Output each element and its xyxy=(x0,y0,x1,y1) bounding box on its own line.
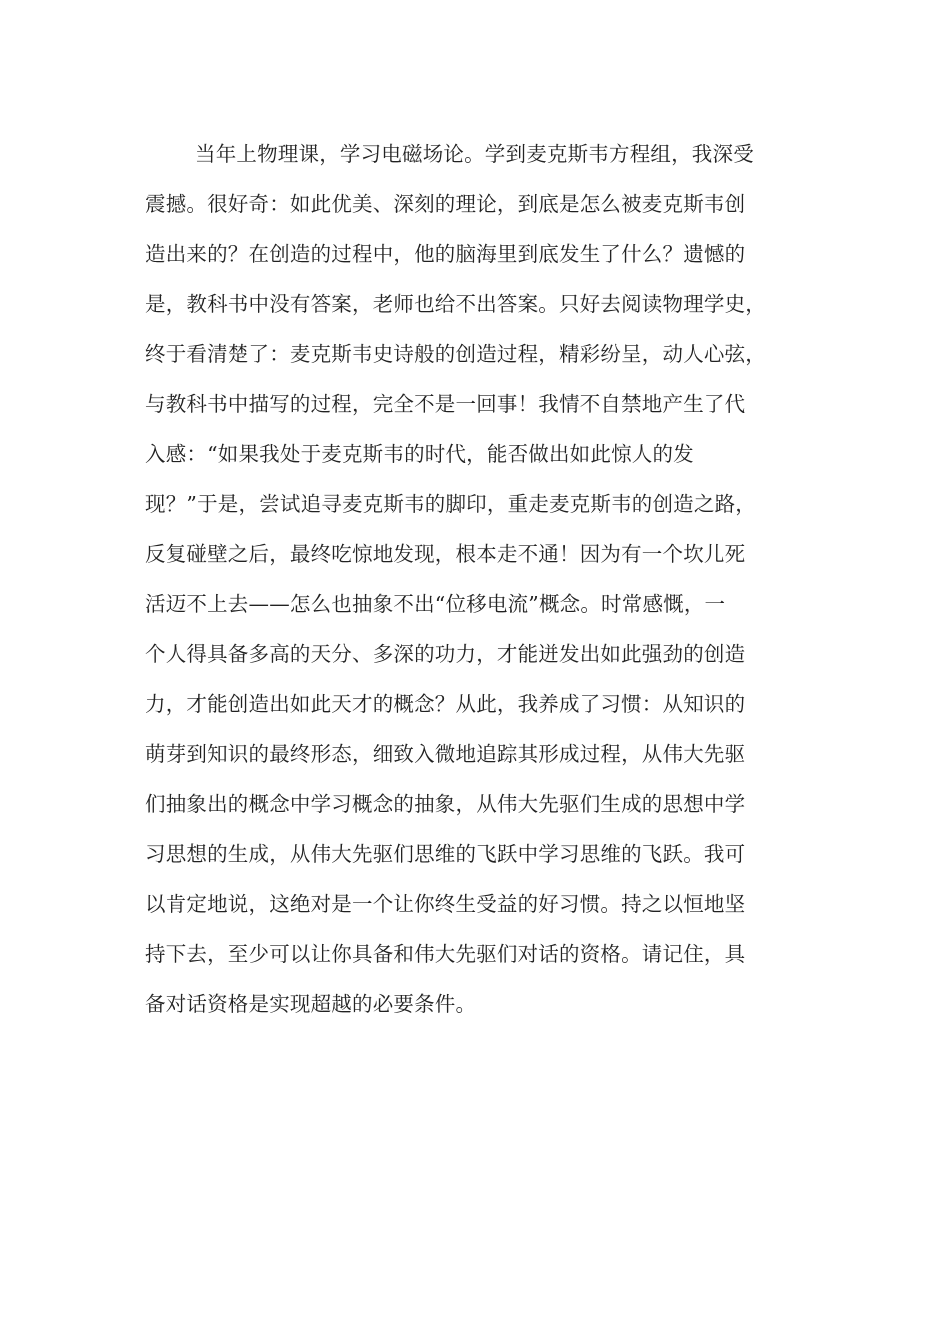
paragraph-line: 备对话资格是实现超越的必要条件。 xyxy=(145,992,477,1016)
paragraph-line: 活迈不上去——怎么也抽象不出“位移电流”概念。时常感慨，一 xyxy=(145,592,726,616)
paragraph-line: 现？”于是，尝试追寻麦克斯韦的脚印，重走麦克斯韦的创造之路， xyxy=(145,492,756,516)
paragraph-line: 习思想的生成，从伟大先驱们思维的飞跃中学习思维的飞跃。我可 xyxy=(145,842,746,866)
paragraph-line: 反复碰壁之后，最终吃惊地发现，根本走不通！因为有一个坎儿死 xyxy=(145,542,746,566)
paragraph-line: 个人得具备多高的天分、多深的功力，才能迸发出如此强劲的创造 xyxy=(145,642,746,666)
paragraph-line: 萌芽到知识的最终形态，细致入微地追踪其形成过程，从伟大先驱 xyxy=(145,742,746,766)
paragraph-line: 持下去，至少可以让你具备和伟大先驱们对话的资格。请记住，具 xyxy=(145,942,746,966)
paragraph-line: 当年上物理课，学习电磁场论。学到麦克斯韦方程组，我深受 xyxy=(195,142,754,166)
paragraph-line: 终于看清楚了：麦克斯韦史诗般的创造过程，精彩纷呈，动人心弦， xyxy=(145,342,766,366)
paragraph-line: 震撼。很好奇：如此优美、深刻的理论，到底是怎么被麦克斯韦创 xyxy=(145,192,746,216)
paragraph-line: 与教科书中描写的过程，完全不是一回事！我情不自禁地产生了代 xyxy=(145,392,746,416)
paragraph-line: 以肯定地说，这绝对是一个让你终生受益的好习惯。持之以恒地坚 xyxy=(145,892,746,916)
paragraph-line: 入感：“如果我处于麦克斯韦的时代，能否做出如此惊人的发 xyxy=(145,442,694,466)
paragraph-line: 是，教科书中没有答案，老师也给不出答案。只好去阅读物理学史， xyxy=(145,292,766,316)
body-paragraph xyxy=(145,129,805,1029)
paragraph-line: 力，才能创造出如此天才的概念？从此，我养成了习惯：从知识的 xyxy=(145,692,746,716)
paragraph-line: 造出来的？在创造的过程中，他的脑海里到底发生了什么？遗憾的 xyxy=(145,242,746,266)
paragraph-line: 们抽象出的概念中学习概念的抽象，从伟大先驱们生成的思想中学 xyxy=(145,792,746,816)
